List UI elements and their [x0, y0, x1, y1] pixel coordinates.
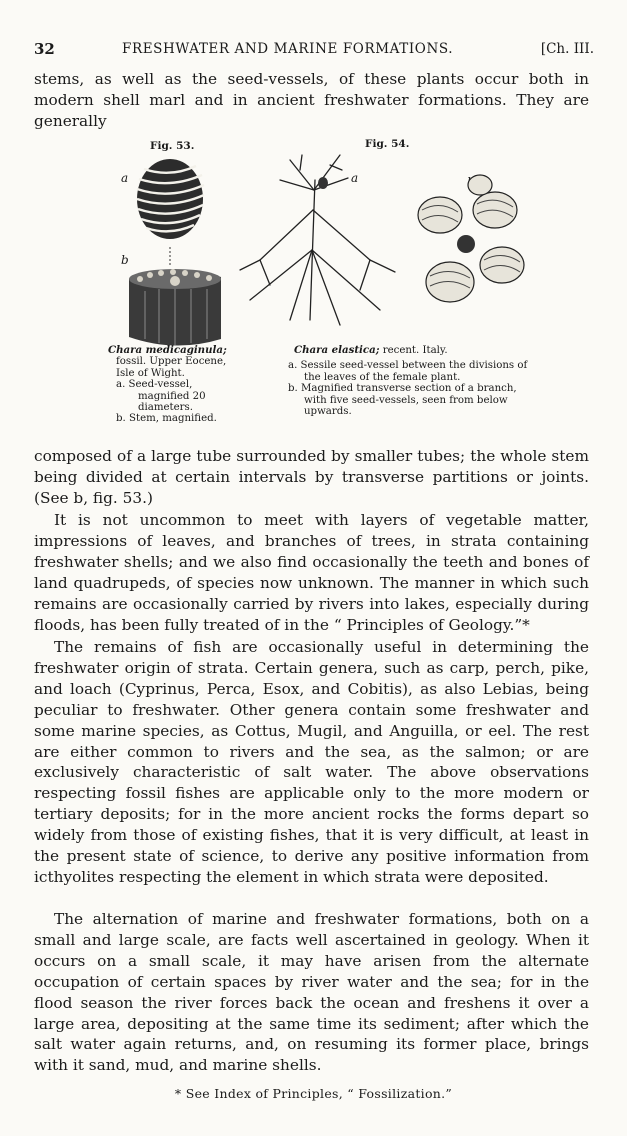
fig53-seed-vessel-illustration: [130, 155, 210, 247]
fig53-caption-title: Chara medicaginula;: [108, 344, 227, 356]
fig53-label: Fig. 53.: [150, 140, 195, 152]
fig53-connector-line: [168, 247, 172, 267]
fig54-branch-section-illustration: [410, 170, 535, 320]
page-number: 32: [34, 40, 55, 58]
fig53-letter-a: a: [121, 171, 129, 185]
paragraph-fish-remains: The remains of fish are occasionally useful in determining the freshwater origin of strata. Certain genera, such as carp, perch, pike, and loach (Cyprinus, Perca, Esox, and Cobitis), as also Lebias, being peculiar to freshwater. Other genera contain some freshwater and some marine species, as Cottus, Mugil, and Anguilla, or eel. The rest are either common to rivers and the sea, as the salmon; or are exclusively characteristic of salt water. The above observations respecting fossil fishes are applicable only to the more modern or tertiary deposits; for in the more ancient rocks the forms depart so widely from those of existing fishes, that it is very difficult, at least in the present state of science, to derive any positive information from icthyolites respecting the element in which strata were deposited.: [34, 638, 589, 886]
fig54-letter-a: a: [351, 171, 359, 185]
fig53-caption-line: b. Stem, magnified.: [116, 413, 217, 425]
fig54-caption-line: b. Magnified transverse section of a branch,: [288, 383, 517, 395]
fig54-caption-line: the leaves of the female plant.: [304, 371, 461, 383]
fig53-caption-line: fossil. Upper Eocene,: [116, 356, 227, 368]
fig54-label: Fig. 54.: [365, 138, 410, 150]
footnote: * See Index of Principles, “ Fossilization.”: [174, 1086, 453, 1101]
fig54-caption-title: Chara elastica;: [294, 344, 380, 356]
paragraph-vegetable-matter: It is not uncommon to meet with layers of vegetable matter, impressions of leaves, and branches of trees, in strata containing freshwater shells; and we also find occasionally the teeth and bones of land quadrupeds, of species now unknown. The manner in which such remains are occasionally carried by rivers into lakes, especially during floods, has been fully treated of in the “ Principles of Geology.”*: [34, 511, 589, 634]
fig54-caption: [288, 345, 546, 417]
fig53-stem-section-illustration: [125, 265, 225, 347]
paragraph-tube-stem: composed of a large tube surrounded by smaller tubes; the whole stem being divided at certain intervals by transverse partitions or joints. (See b, fig. 53.): [34, 447, 589, 507]
intro-paragraph: stems, as well as the seed-vessels, of these plants occur both in modern shell marl and in ancient freshwater formations. They are generally: [34, 70, 589, 130]
fig54-caption-line: a. Sessile seed-vessel between the divisions of: [288, 360, 528, 372]
chapter-marker: [Ch. III.: [540, 41, 594, 57]
fig54-caption-line: upwards.: [304, 406, 352, 418]
fig54-plant-illustration: [230, 150, 410, 330]
fig53-caption-line: a. Seed-vessel,: [116, 379, 193, 391]
paragraph-alternation: The alternation of marine and freshwater formations, both on a small and large scale, are facts well ascertained in geology. When it occurs on a small scale, it may have arisen from the alternate occupation of certain spaces by river water and the sea; for in the flood season the river forces back the ocean and freshens it over a large area, depositing at the same time its sediment; after which the salt water again returns, and, on resuming its former place, brings with it sand, mud, and marine shells.: [34, 910, 589, 1075]
page-header: [34, 40, 594, 62]
fig53-caption: [108, 345, 258, 425]
fig53-caption-line: Isle of Wight.: [116, 367, 185, 379]
fig53-caption-line: diameters.: [138, 402, 194, 414]
fig53-letter-b: b: [121, 253, 129, 267]
fig53-caption-line: magnified 20: [138, 390, 206, 402]
fig54-caption-suffix: recent. Italy.: [382, 345, 448, 356]
figure-area: [100, 135, 540, 435]
running-title: FRESHWATER AND MARINE FORMATIONS.: [122, 41, 454, 57]
fig54-caption-line: with five seed-vessels, seen from below: [304, 394, 508, 406]
